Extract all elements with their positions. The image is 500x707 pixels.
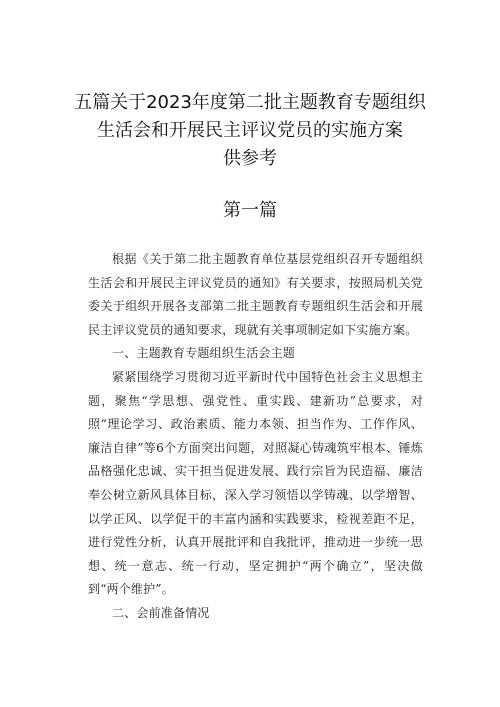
paragraph-1: 紧紧围绕学习贯彻习近平新时代中国特色社会主义思想主题，聚焦“学思想、强党性、重实践、建新功”总要求，对照“理论学习、政治素质、能力本领、担当作为、工作作风、廉洁自律”等6个方面突出问题，对照凝心铸魂筑牢根本、锤炼品格强化忠诚、实干担当促进发展、践行宗旨为民造福、廉洁奉公树立新风具体目标，深入学习领悟以学铸魂、以学增智、以学正风、以学促干的丰富内涵和实践要求，检视差距不足，进行党性分析，认真开展批评和自我批评，推动进一步统一思想、统一意志、统一行动，坚定拥护“两个确立”，坚决做到“两个维护”。 xyxy=(88,369,423,597)
title-line-2: 生活会和开展民主评议党员的实施方案 xyxy=(97,120,403,141)
intro-paragraph: 根据《关于第二批主题教育单位基层党组织召开专题组织生活会和开展民主评议党员的通知》有关要求，按照局机关党委关于组织开展各支部第二批主题教育专题组织生活会和开展民主评议党员的通知要求，现就有关事项制定如下实施方案。 xyxy=(88,252,423,337)
document-body xyxy=(88,248,423,626)
section-heading-1: 一、主题教育专题组织生活会主题 xyxy=(112,346,296,361)
title-line-3: 供参考 xyxy=(223,148,277,169)
section-title: 第一篇 xyxy=(223,200,277,221)
section-heading-2: 二、会前准备情况 xyxy=(112,605,210,620)
title-line-1: 五篇关于2023年度第二批主题教育专题组织 xyxy=(74,92,426,113)
document-title xyxy=(0,89,500,173)
